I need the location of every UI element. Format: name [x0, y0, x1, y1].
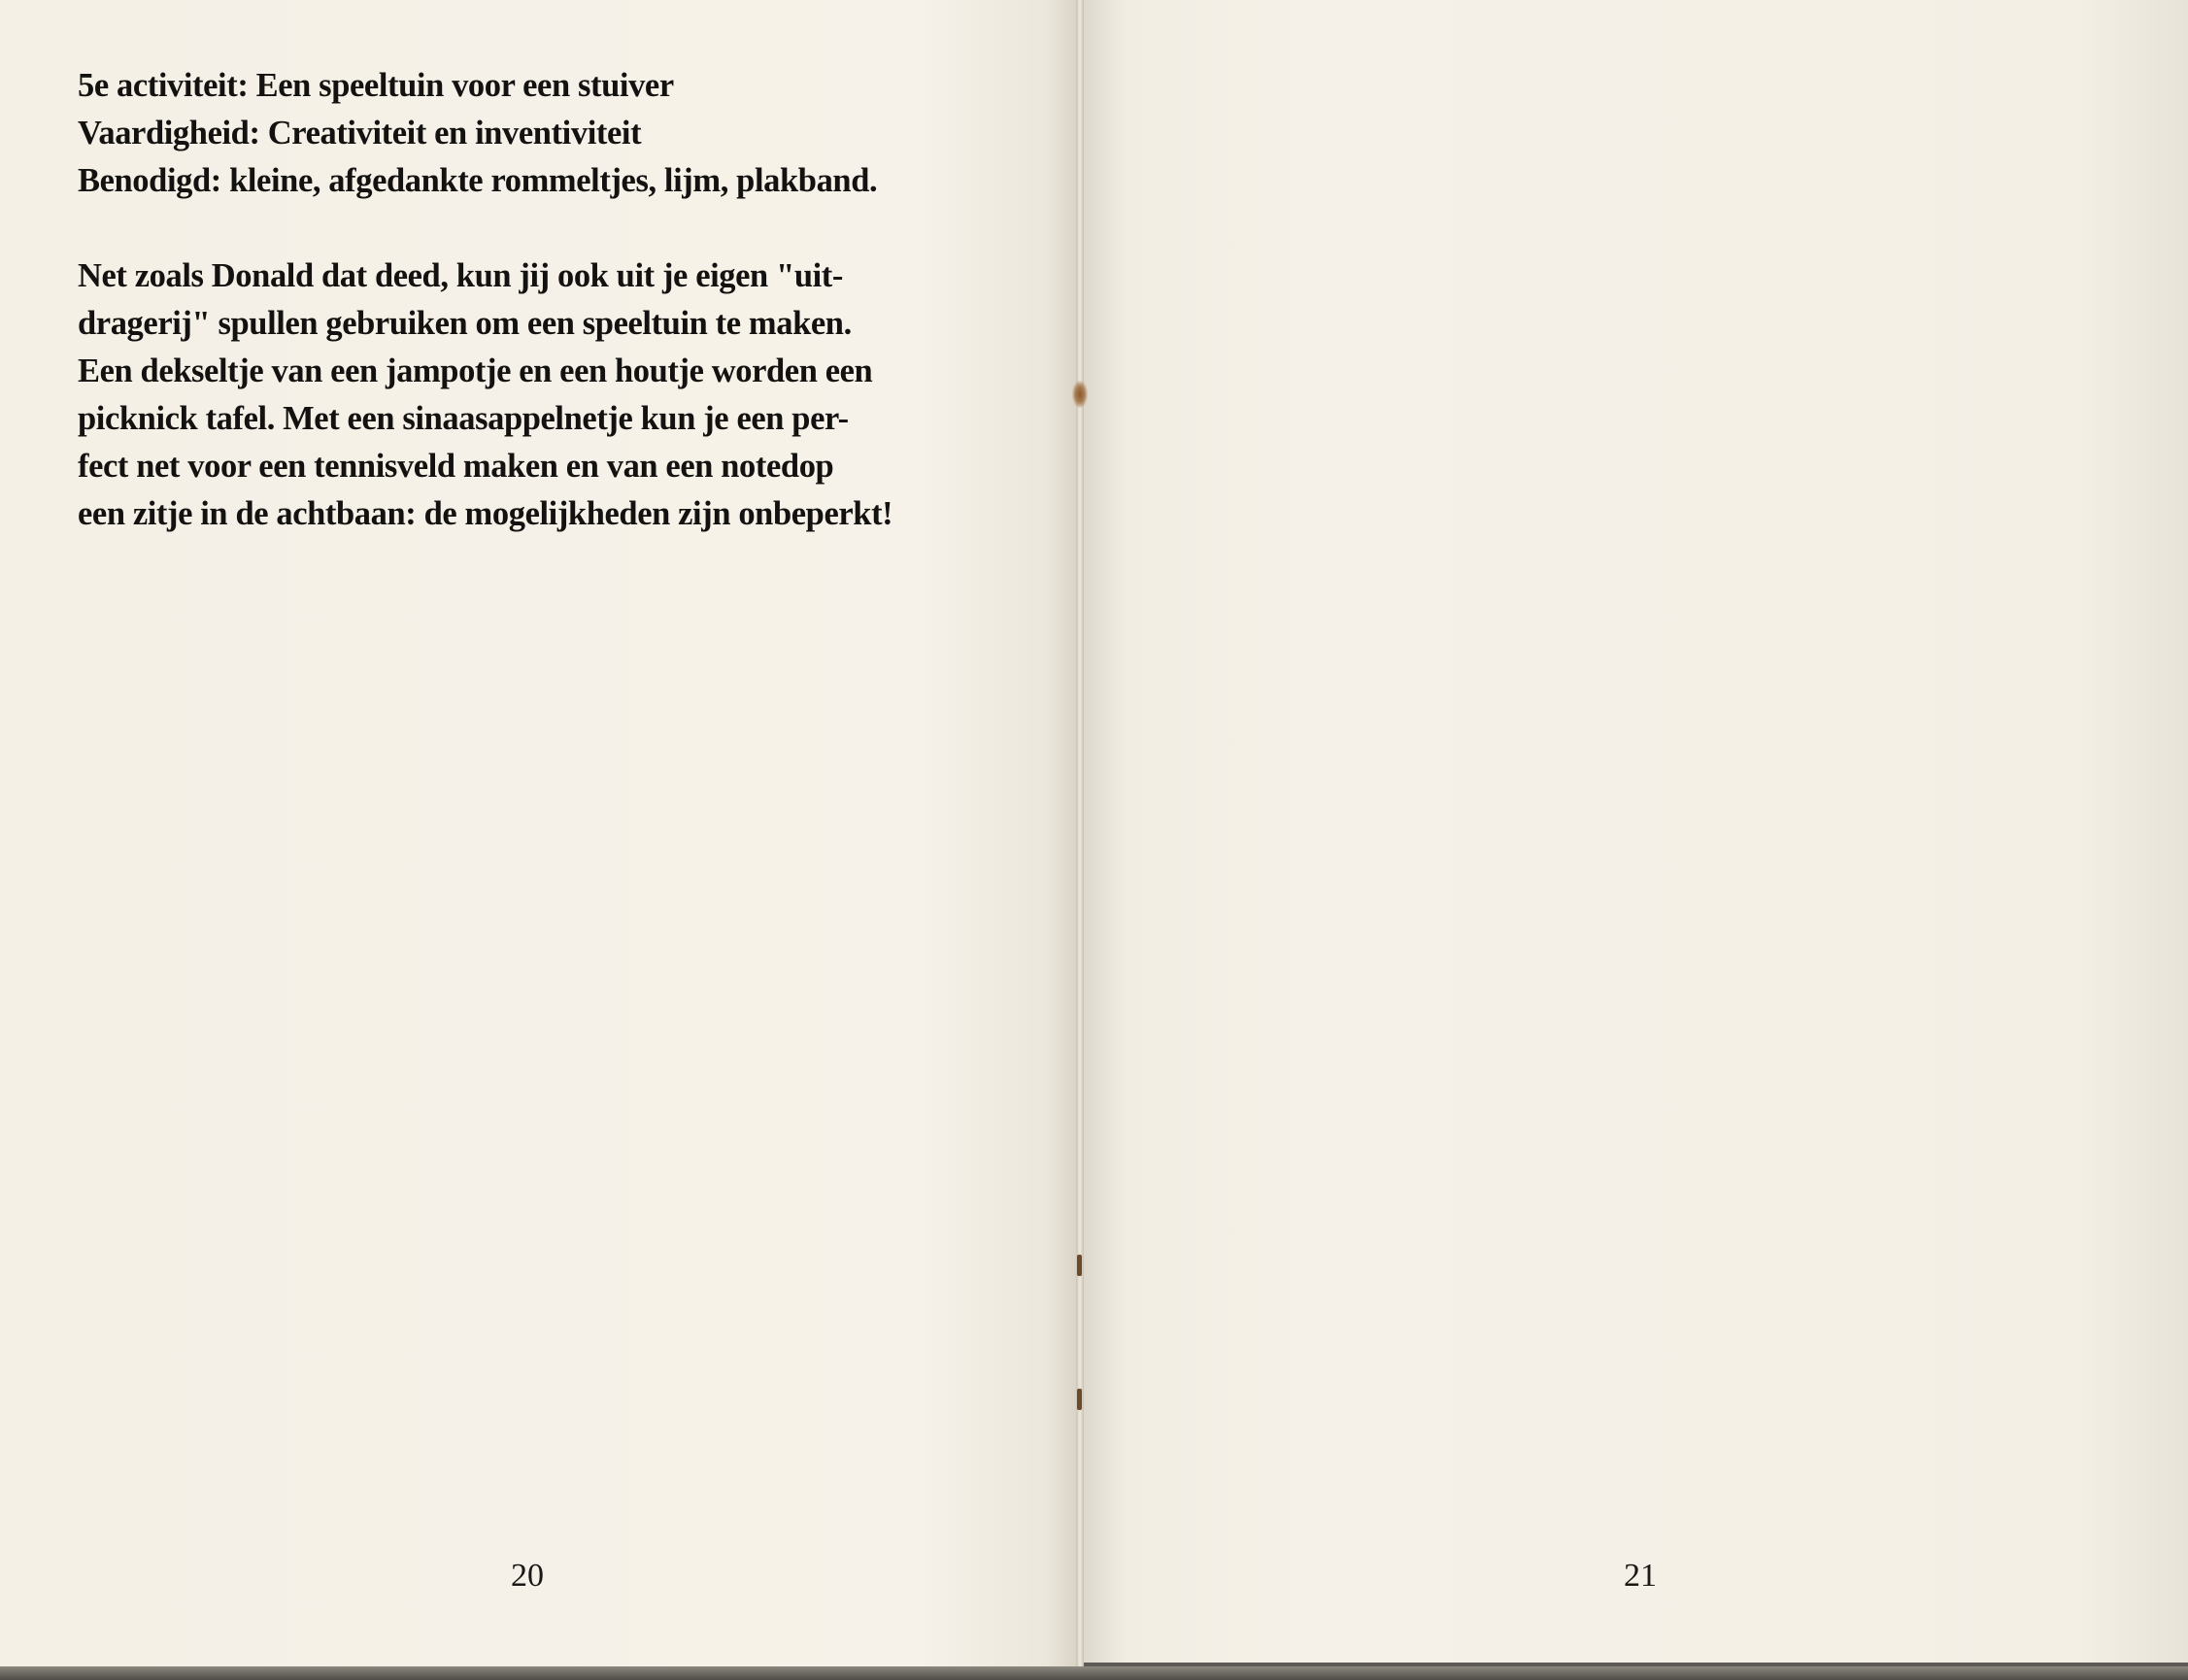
body-line: Net zoals Donald dat deed, kun jij ook uit je eigen "uit-: [78, 257, 843, 294]
book-spine: [1076, 0, 1084, 1668]
page-number-left: 20: [511, 1558, 544, 1594]
right-page: [1082, 0, 2188, 1663]
page-number-right: 21: [1624, 1558, 1657, 1594]
activity-text: [78, 62, 1039, 538]
activity-materials: Benodigd: kleine, afgedankte rommeltjes, lijm, plakband.: [78, 162, 878, 199]
body-line: picknick tafel. Met een sinaasappelnetje kun je een per-: [78, 400, 849, 437]
staple-lower: [1077, 1389, 1082, 1410]
paragraph-gap: [78, 205, 1039, 252]
body-line: Een dekseltje van een jampotje en een houtje worden een: [78, 353, 873, 389]
activity-skill: Vaardigheid: Creativiteit en inventiviteit: [78, 115, 642, 151]
staple-upper: [1077, 1255, 1082, 1276]
body-line: een zitje in de achtbaan: de mogelijkheden zijn onbeperkt!: [78, 495, 893, 532]
scan-edge-shadow: [0, 1666, 2188, 1680]
activity-title: 5e activiteit: Een speeltuin voor een stuiver: [78, 67, 674, 104]
left-page: [0, 0, 1078, 1668]
body-line: dragerij" spullen gebruiken om een speeltuin te maken.: [78, 305, 852, 342]
rust-stain: [1072, 381, 1088, 408]
body-line: fect net voor een tennisveld maken en van een notedop: [78, 448, 834, 485]
